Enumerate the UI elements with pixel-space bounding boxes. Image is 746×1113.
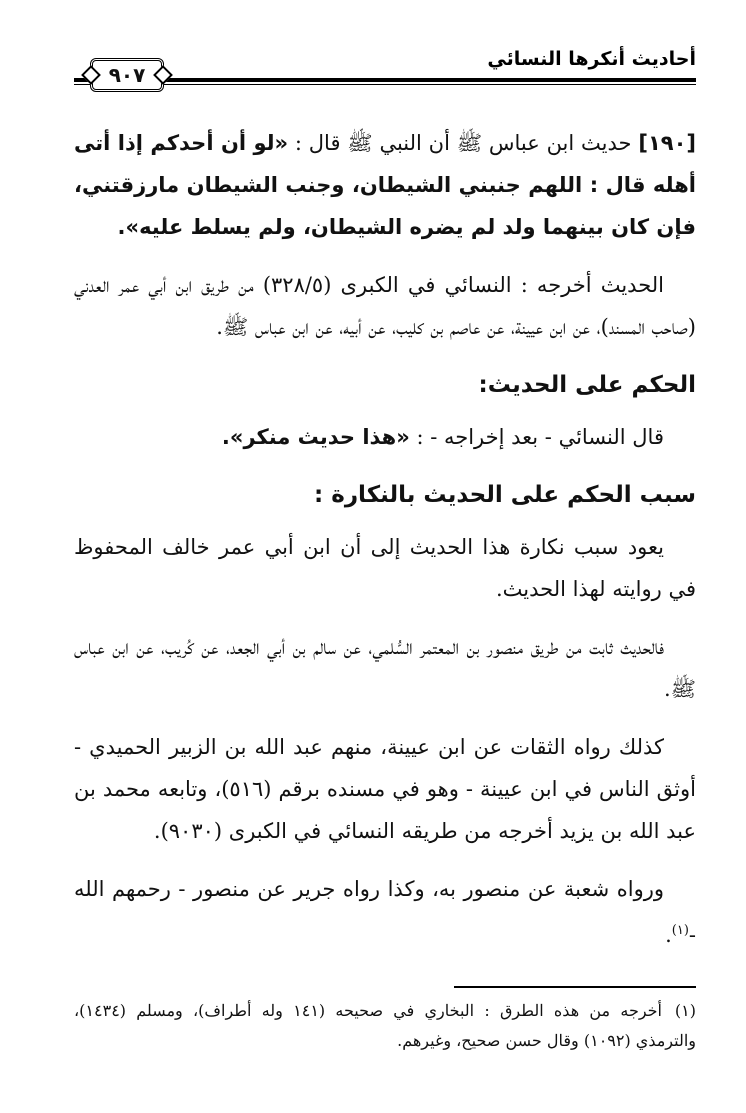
takhrij-paragraph: الحديث أخرجه : النسائي في الكبرى (٣٢٨/٥) من طريق ابن أبي عمر العدني (صاحب المسند)، عن ابن عيينة، عن عاصم بن كليب، عن أبيه، عن ابن عباس ﷺ. bbox=[74, 273, 696, 339]
hadith-intro: حديث ابن عباس ﷺ أن النبي ﷺ قال : bbox=[288, 131, 632, 155]
final-paragraph-text: ورواه شعبة عن منصور به، وكذا رواه جرير عن منصور - رحمهم الله - bbox=[74, 877, 696, 947]
footnote-reference: (١) bbox=[671, 923, 689, 938]
reason-paragraph: يعود سبب نكارة هذا الحديث إلى أن ابن أبي عمر خالف المحفوظ في روايته لهذا الحديث. bbox=[74, 535, 696, 601]
hadith-paragraph bbox=[74, 122, 696, 248]
ruling-prefix: قال النسائي - بعد إخراجه - : bbox=[409, 425, 664, 449]
hadith-text: «لو أن أحدكم إذا أتى أهله قال : اللهم جنبني الشيطان، وجنب الشيطان مارزقتني، فإن كان بينهما ولد لم يضره الشيطان، ولم يسلط عليه». bbox=[74, 131, 696, 239]
chain-paragraph: فالحديث ثابت من طريق منصور بن المعتمر السُّلمي، عن سالم بن أبي الجعد، عن كُريب، عن ابن عباس ﷺ. bbox=[74, 635, 696, 701]
ruling-paragraph bbox=[74, 416, 696, 458]
hadith-number: [١٩٠] bbox=[638, 131, 696, 155]
page-number: ٩٠٧ bbox=[90, 58, 164, 92]
footnote bbox=[74, 996, 696, 1056]
footnote-divider bbox=[454, 986, 696, 988]
book-title: أحاديث أنكرها النسائي bbox=[487, 48, 696, 70]
ruling-quote: «هذا حديث منكر». bbox=[221, 425, 410, 449]
footnote-marker: (١) bbox=[674, 1001, 697, 1020]
header-rule-thin bbox=[74, 84, 696, 85]
narrators-paragraph: كذلك رواه الثقات عن ابن عيينة، منهم عبد الله بن الزبير الحميدي - أوثق الناس في ابن عيينة - وهو في مسنده برقم (٥١٦)، وتابعه محمد بن عبد الله بن يزيد أخرجه من طريقه النسائي في الكبرى (٩٠٣٠). bbox=[74, 735, 696, 843]
page-header bbox=[74, 44, 696, 104]
footnote-text: أخرجه من هذه الطرق : البخاري في صحيحه (١٤١ وله أطراف)، ومسلم (١٤٣٤)، والترمذي (١٠٩٢) وقال حسن صحيح، وغيرهم. bbox=[74, 1001, 696, 1050]
final-paragraph: ورواه شعبة عن منصور به، وكذا رواه جرير عن منصور - رحمهم الله -$^{(١)}$. bbox=[74, 877, 696, 947]
page-body bbox=[74, 122, 696, 972]
reason-heading: سبب الحكم على الحديث بالنكارة : bbox=[314, 482, 696, 508]
ruling-heading: الحكم على الحديث: bbox=[478, 372, 696, 398]
